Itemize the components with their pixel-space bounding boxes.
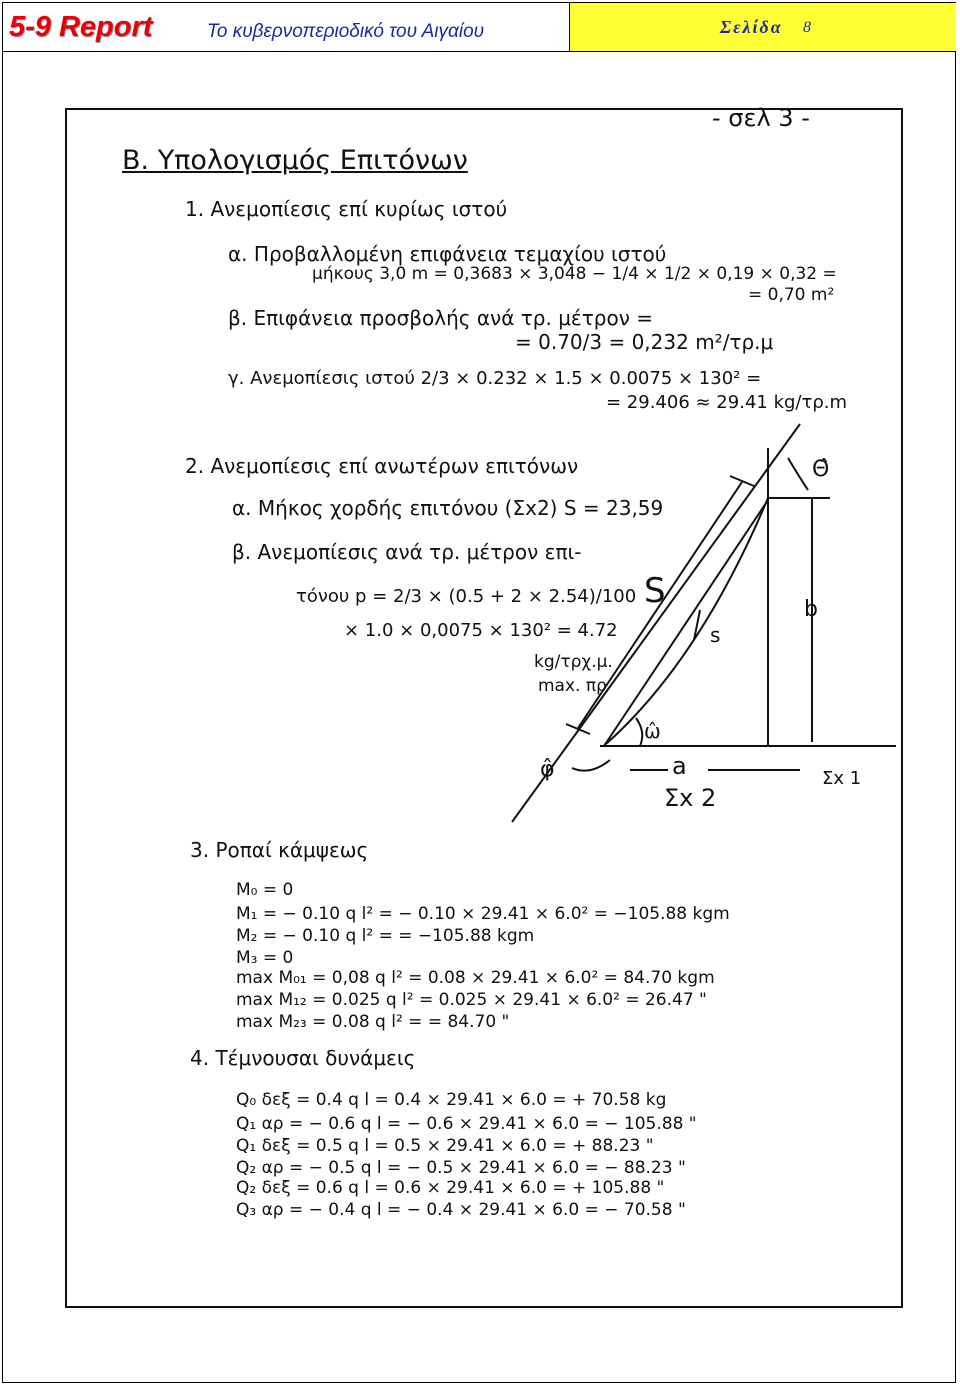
page-label: Σελίδα <box>720 17 783 37</box>
label-omega: ω̂ <box>644 719 661 743</box>
shear-row: Q₂ δεξ = 0.6 q l = 0.6 × 29.41 × 6.0 = + 105.88 " <box>236 1178 665 1198</box>
moment-row: max M₀₁ = 0,08 q l² = 0.08 × 29.41 × 6.0² = 84.70 kgm <box>236 968 715 988</box>
s-tick-top <box>730 476 754 486</box>
section-2b-line3: × 1.0 × 0,0075 × 130² = 4.72 <box>344 620 618 641</box>
moment-row: M₃ = 0 <box>236 948 294 968</box>
section-2b-line2: τόνου p = 2/3 × (0.5 + 2 × 2.54)/100 <box>296 586 637 607</box>
section-3-heading: 3. Ροπαί κάμψεως <box>190 838 369 862</box>
label-sx2: Σx 2 <box>664 784 717 812</box>
shear-row: Q₂ αρ = − 0.5 q l = − 0.5 × 29.41 × 6.0 = − 88.23 " <box>236 1158 686 1178</box>
magazine-subtitle: Το κυβερνοπεριοδικό του Αιγαίου <box>207 21 485 42</box>
section-2-heading: 2. Ανεμοπίεσις επί ανωτέρων επιτόνων <box>185 454 579 478</box>
section-2a: α. Μήκος χορδής επιτόνου (Σx2) S = 23,59 <box>232 496 664 520</box>
theta-arc <box>788 458 808 490</box>
moment-row: max M₁₂ = 0.025 q l² = 0.025 × 29.41 × 6.0² = 26.47 " <box>236 990 707 1010</box>
section-4-heading: 4. Τέμνουσαι δυνάμεις <box>190 1046 416 1070</box>
label-s: s <box>710 623 721 647</box>
shear-row: Q₁ δεξ = 0.5 q l = 0.5 × 29.41 × 6.0 = + 88.23 " <box>236 1136 654 1156</box>
s-tick-bottom <box>566 724 590 734</box>
page-number: 8 <box>803 19 811 36</box>
section-1a-line3: = 0,70 m² <box>748 285 835 305</box>
section-1-heading: 1. Ανεμοπίεσις επί κυρίως ιστού <box>185 197 508 221</box>
section-1a-line2: μήκους 3,0 m = 0,3683 × 3,048 − 1/4 × 1/2 × 0,19 × 0,32 = <box>312 264 837 284</box>
section-1b-line2: = 0.70/3 = 0,232 m²/τρ.μ <box>515 330 774 354</box>
shear-row: Q₃ αρ = − 0.4 q l = − 0.4 × 29.41 × 6.0 = − 70.58 " <box>236 1200 686 1220</box>
chord-s-line <box>604 500 768 746</box>
section-2b-line1: β. Ανεμοπίεσις ανά τρ. μέτρον επι- <box>232 540 582 564</box>
moment-row: M₂ = − 0.10 q l² = = −105.88 kgm <box>236 926 535 946</box>
moment-row: M₁ = − 0.10 q l² = − 0.10 × 29.41 × 6.0² = −105.88 kgm <box>236 904 730 924</box>
stay-chord-line <box>512 424 800 822</box>
sheet-title: Β. Υπολογισμός Επιτόνων <box>122 145 468 176</box>
section-1c-line1: γ. Ανεμοπίεσις ιστού 2/3 × 0.232 × 1.5 × 0.0075 × 130² = <box>228 368 762 389</box>
magazine-brand: 5-9 Report <box>9 11 153 43</box>
sheet-page-mark: - σελ 3 - <box>712 104 810 132</box>
section-1b-line1: β. Επιφάνεια προσβολής ανά τρ. μέτρον = <box>228 306 653 330</box>
label-theta: Θ̂ <box>812 457 830 482</box>
section-2b-unit: kg/τρχ.μ. <box>534 652 613 672</box>
phi-arc <box>572 760 610 771</box>
label-S: S <box>644 571 666 611</box>
label-sx1: Σx 1 <box>822 768 862 789</box>
shear-row: Q₀ δεξ = 0.4 q l = 0.4 × 29.41 × 6.0 = + 70.58 kg <box>236 1090 667 1110</box>
moment-row: max M₂₃ = 0.08 q l² = = 84.70 " <box>236 1012 510 1032</box>
label-phi: φ̂ <box>540 757 555 782</box>
section-1c-line2: = 29.406 ≈ 29.41 kg/τρ.m <box>606 392 847 413</box>
section-1a-line1: α. Προβαλλομένη επιφάνεια τεμαχίου ιστού <box>228 242 667 266</box>
section-2b-unit-note: max. πρ <box>538 676 607 696</box>
label-b: b <box>804 597 818 622</box>
shear-row: Q₁ αρ = − 0.6 q l = − 0.6 × 29.41 × 6.0 = − 105.88 " <box>236 1114 697 1134</box>
moment-row: M₀ = 0 <box>236 880 294 900</box>
omega-arc <box>636 718 642 746</box>
label-a: a <box>672 752 687 780</box>
